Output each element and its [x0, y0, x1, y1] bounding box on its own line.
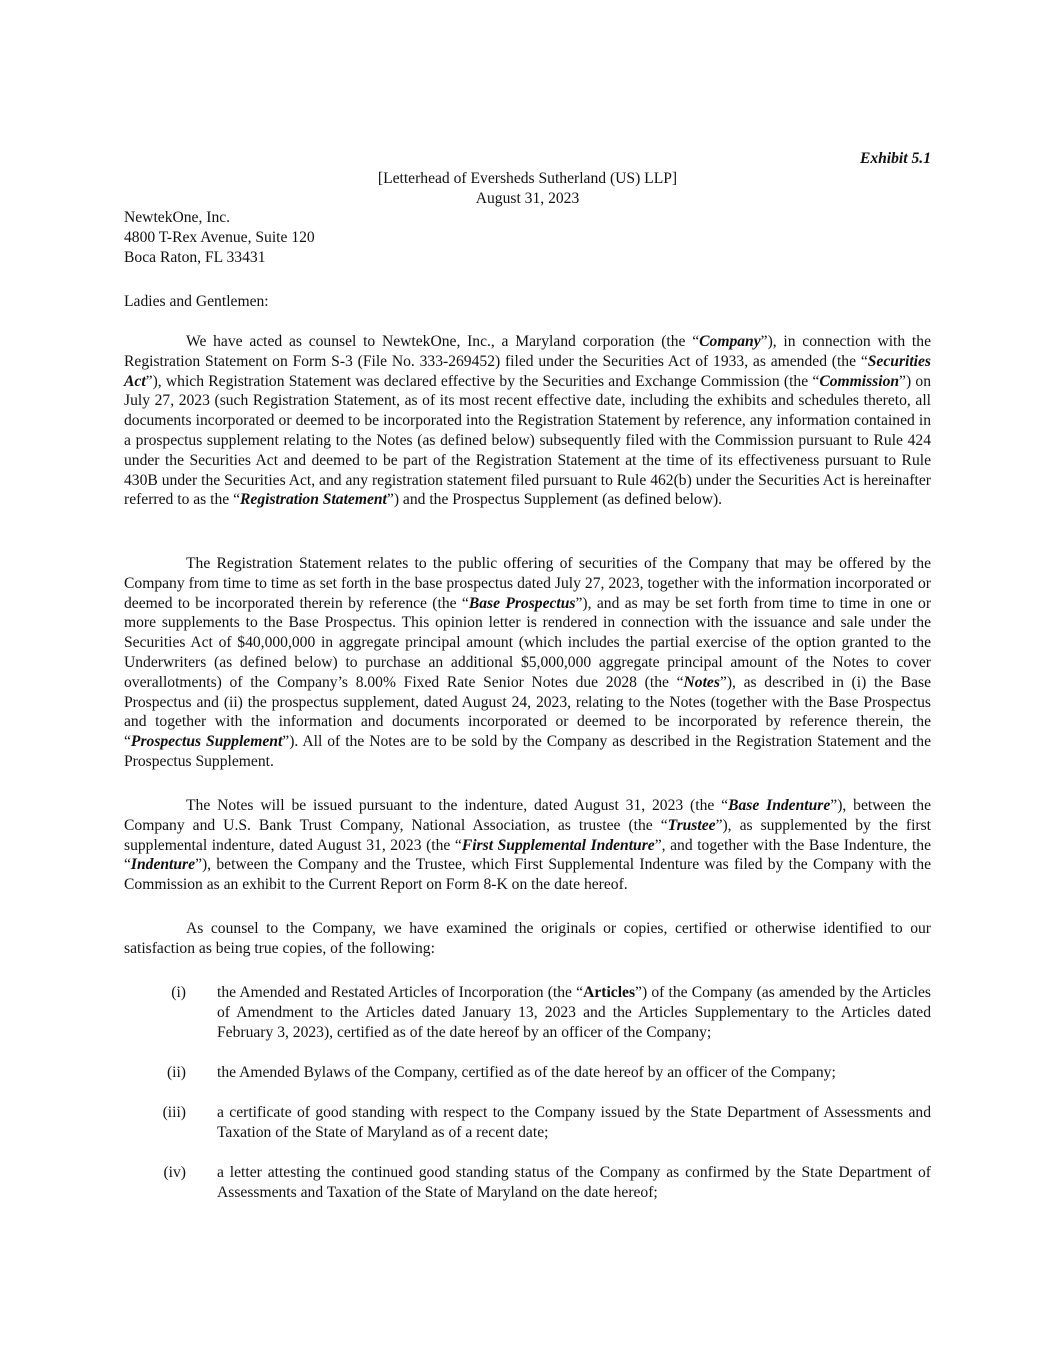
documents-list	[124, 983, 931, 1042]
list-item-number: (i)	[171, 984, 186, 1001]
text-run: ”, and together with the Base Indenture, the “	[124, 836, 931, 874]
paragraph-indenture	[124, 796, 931, 895]
text-run: the Amended and Restated Articles of Incorporation (the “	[217, 984, 584, 1001]
letterhead	[0, 169, 1055, 209]
defined-term-trustee: Trustee	[667, 816, 716, 834]
defined-term-prospectus-supplement: Prospectus Supplement	[130, 733, 283, 751]
exhibit-label: Exhibit 5.1	[859, 150, 931, 167]
list-item	[124, 1163, 931, 1203]
text-run: ”), and as may be set forth from time to time in one or more supplements to the Base Prospectus. This opinion letter is rendered in connection with the issuance and sale under the Securities Act of $40,000,000 in aggregate principal amount (which includes the partial exercise of the option granted to the Underwriters (as defined below) to purchase an additional $5,000,000 aggregate principal amount of the Notes to cover overallotments) of the Company’s 8.00% Fixed Rate Senior Notes due 2028 (the “	[124, 594, 932, 691]
text-run: The Notes will be issued pursuant to the indenture, dated August 31, 2023 (the “	[186, 797, 729, 814]
defined-term-commission: Commission	[819, 372, 900, 390]
defined-term-company: Company	[699, 333, 761, 350]
list-item-number: (ii)	[166, 1064, 186, 1081]
addressee-street: 4800 T-Rex Avenue, Suite 120	[124, 228, 315, 246]
defined-term-articles: Articles	[583, 984, 636, 1001]
addressee-name: NewtekOne, Inc.	[124, 209, 231, 226]
list-item-text: the Amended Bylaws of the Company, certified as of the date hereof by an officer of the Company;	[217, 1064, 836, 1081]
defined-term-base-prospectus: Base Prospectus	[468, 594, 576, 612]
documents-list-iv	[124, 1163, 931, 1203]
examined-text: As counsel to the Company, we have examined the originals or copies, certified or otherwise identified to our satisfaction as being true copies, of the following:	[124, 920, 931, 957]
text-run: ”), as supplemented by the first supplemental indenture, dated August 31, 2023 (the “	[124, 816, 931, 854]
list-item-text: a letter attesting the continued good standing status of the Company as confirmed by the State Department of Assessments and Taxation of the State of Maryland on the date hereof;	[217, 1164, 931, 1201]
text-run: ”), in connection with the Registration Statement on Form S-3 (File No. 333-269452) filed under the Securities Act of 1933, as amended (the “	[124, 333, 931, 370]
text-run: We have acted as counsel to NewtekOne, Inc., a Maryland corporation (the “	[186, 333, 700, 350]
addressee-block	[124, 208, 315, 267]
text-run: ”), which Registration Statement was declared effective by the Securities and Exchange Commission (the “	[145, 372, 820, 390]
documents-list-ii	[124, 1063, 931, 1083]
addressee-city: Boca Raton, FL 33431	[124, 248, 266, 266]
list-item	[124, 983, 931, 1042]
defined-term-indenture: Indenture	[130, 856, 196, 874]
defined-term-registration-statement: Registration Statement	[240, 491, 387, 509]
paragraph-counsel	[124, 332, 931, 510]
letterhead-line: [Letterhead of Eversheds Sutherland (US) LLP]	[377, 170, 678, 187]
letter-date: August 31, 2023	[475, 189, 580, 207]
documents-list-iii	[124, 1103, 931, 1143]
text-run: ”), between the Company and the Trustee, which First Supplemental Indenture was filed by the Company with the Commission as an exhibit to the Current Report on Form 8-K on the date hereof.	[124, 856, 931, 894]
list-item-text: a certificate of good standing with respect to the Company issued by the State Department of Assessments and Taxation of the State of Maryland as of a recent date;	[217, 1104, 931, 1141]
list-item-number: (iv)	[163, 1164, 186, 1181]
paragraph-registration	[124, 554, 931, 772]
text-run: ”), between the Company and U.S. Bank Trust Company, National Association, as trustee (the “	[124, 797, 932, 834]
defined-term-securities-act: Securities Act	[124, 352, 931, 390]
text-run: ”). All of the Notes are to be sold by the Company as described in the Registration Statement and the Prospectus Supplement.	[124, 733, 931, 770]
list-item	[124, 1103, 931, 1143]
defined-term-base-indenture: Base Indenture	[728, 797, 831, 814]
paragraph-examined	[124, 919, 931, 959]
text-run: ”) on July 27, 2023 (such Registration Statement, as of its most recent effective date, including the exhibits and schedules thereto, all documents incorporated or deemed to be incorporated into the Registration Statement by reference, any information contained in a prospectus supplement relating to the Notes (as defined below) subsequently filed with the Commission pursuant to Rule 424 under the Securities Act and deemed to be part of the Registration Statement at the time of its effectiveness pursuant to Rule 430B under the Securities Act, and any registration statement filed pursuant to Rule 462(b) under the Securities Act is hereinafter referred to as the “	[124, 372, 932, 509]
text-run: The Registration Statement relates to the public offering of securities of the Company that may be offered by the Company from time to time as set forth in the base prospectus dated July 27, 2023, together with the information incorporated or deemed to be incorporated therein by reference (the “	[124, 555, 931, 612]
text-run: ”) and the Prospectus Supplement (as defined below).	[386, 491, 723, 509]
text-run: ”), as described in (i) the Base Prospectus and (ii) the prospectus supplement, dated August 24, 2023, relating to the Notes (together with the Base Prospectus and together with the information and documents incorporated or deemed to be incorporated by reference therein, the “	[124, 673, 932, 751]
list-item-number: (iii)	[162, 1104, 186, 1121]
list-item	[124, 1063, 931, 1083]
defined-term-notes: Notes	[683, 673, 720, 691]
text-run: ”) of the Company (as amended by the Articles of Amendment to the Articles dated January 13, 2023 and the Articles Supplementary to the Articles dated February 3, 2023), certified as of the date hereof by an officer of the Company;	[217, 984, 931, 1041]
defined-term-first-supplemental-indenture: First Supplemental Indenture	[461, 836, 655, 854]
salutation: Ladies and Gentlemen:	[124, 293, 269, 310]
